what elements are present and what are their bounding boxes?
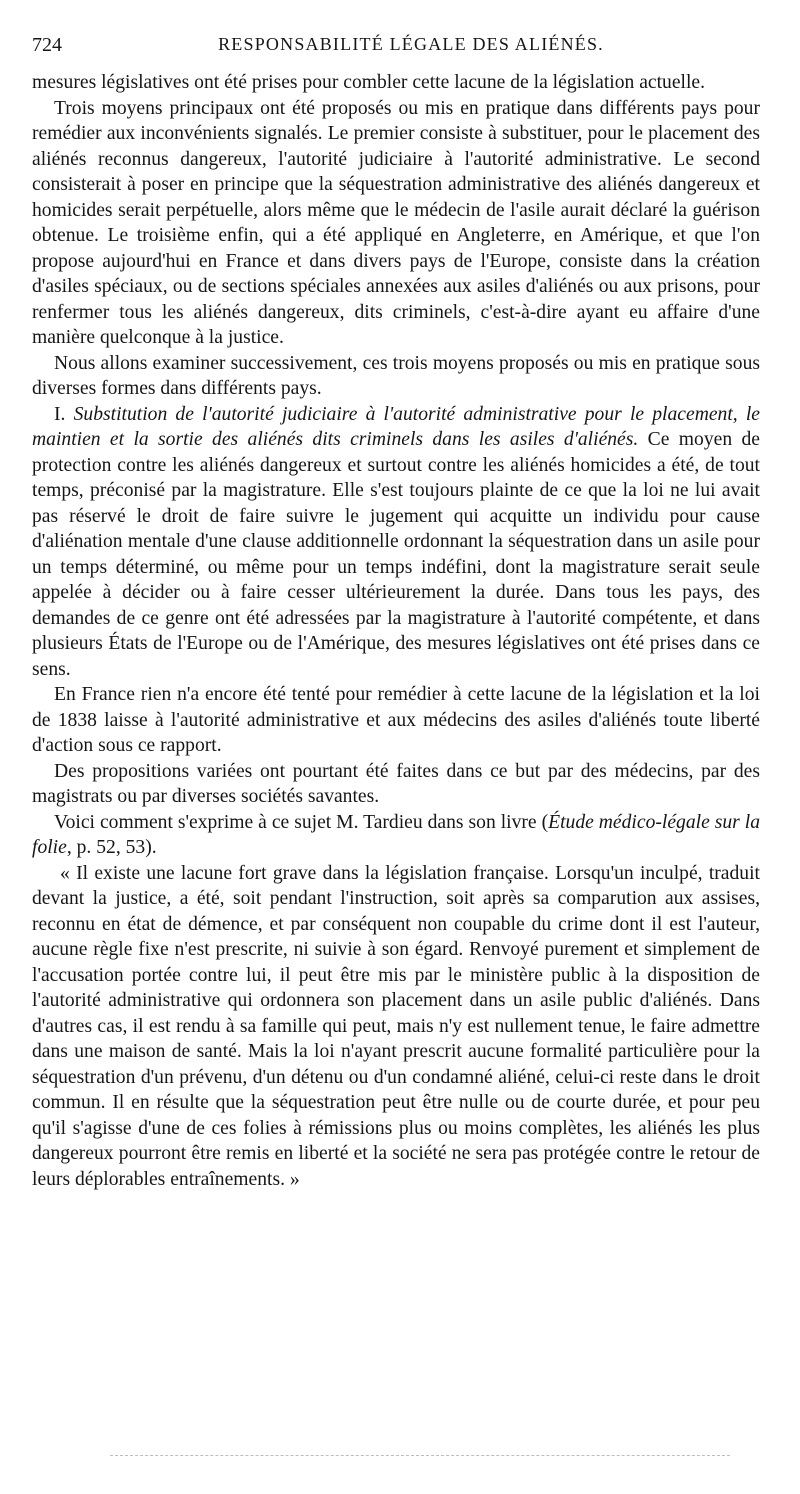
tardieu-intro: Voici comment s'exprime à ce sujet M. Tardieu dans son livre ( — [54, 811, 549, 833]
paragraph-tardieu — [32, 810, 760, 861]
section-number: I. — [54, 403, 66, 425]
page-header — [32, 34, 760, 64]
running-title: RESPONSABILITÉ LÉGALE DES ALIÉNÉS. — [218, 34, 604, 54]
paragraph-examine: Nous allons examiner successivement, ces trois moyens proposés ou mis en pratique sous diverses formes dans différents pays. — [32, 352, 760, 399]
section-one-paragraph — [32, 402, 760, 683]
section-heading: Substitution de l'autorité judiciaire à l'autorité administrative pour le placement, le maintien et la sortie des aliénés dits criminels dans les asiles d'aliénés. — [32, 403, 760, 450]
paragraph-continuation: mesures législatives ont été prises pour combler cette lacune de la législation actuelle. — [32, 72, 706, 93]
paragraph-three-means: Trois moyens principaux ont été proposés ou mis en pratique dans différents pays pour remédier aux inconvénients signalés. Le premier consiste à substituer, pour le placement des aliénés reconnus dangereux, l'autorité judiciaire à l'autorité administrative. Le second consisterait à poser en principe que la séquestration administrative des aliénés dangereux et homicides serait perpétuelle, alors même que le médecin de l'asile aurait déclaré la guérison obtenue. Le troisième enfin, qui a été appliqué en Angleterre, en Amérique, et que l'on propose aujourd'hui en France et dans divers pays de l'Europe, consiste dans la création d'asiles spéciaux, ou de sections spéciales annexées aux asiles d'aliénés ou aux prisons, pour renfermer tous les aliénés dangereux, dits criminels, c'est-à-dire ayant eu affaire d'une manière quelconque à la justice. — [32, 97, 760, 348]
tardieu-reference: , p. 52, 53). — [66, 837, 157, 858]
page-number: 724 — [32, 34, 62, 56]
paragraph-france: En France rien n'a encore été tenté pour remédier à cette lacune de la législation et la loi de 1838 laisse à l'autorité administrative et aux médecins des asiles d'aliénés toute liberté d'action sous ce rapport. — [32, 684, 760, 756]
quotation-paragraph: « Il existe une lacune fort grave dans la législation française. Lorsqu'un inculpé, traduit devant la justice, a été, soit pendant l'instruction, soit après sa comparution aux assises, reconnu en état de démence, et par conséquent non coupable du crime dont il est l'auteur, aucune règle fixe n'est prescrite, ni suivie à son égard. Renvoyé purement et simplement de l'accusation portée contre lui, il peut être mis par le ministère public à la disposition de l'autorité administrative qui ordonnera son placement dans un asile public d'aliénés. Dans d'autres cas, il est rendu à sa famille qui peut, mais n'y est nullement tenue, le faire admettre dans une maison de santé. Mais la loi n'ayant prescrit aucune formalité particulière pour la séquestration d'un prévenu, d'un détenu ou d'un condamné aliéné, celui-ci reste dans le droit commun. Il en résulte que la séquestration peut être nulle ou de courte durée, et pour peu qu'il s'agisse d'une de ces folies à rémissions plus ou moins complètes, les aliénés les plus dangereux pourront être remis en liberté et la société ne sera pas protégée contre le retour de leurs déplorables entraînements. » — [32, 862, 760, 1190]
footer-rule — [110, 1455, 730, 1456]
paragraph-propositions: Des propositions variées ont pourtant été faites dans ce but par des médecins, par des magistrats ou par diverses sociétés savantes. — [32, 760, 760, 807]
book-title: Étude médico-légale sur la folie — [32, 811, 760, 858]
page-body — [32, 70, 760, 1192]
section-one-body: Ce moyen de protection contre les aliénés dangereux et surtout contre les aliénés homicides a été, de tout temps, préconisé par la magistrature. Elle s'est toujours plainte de ce que la loi ne lui avait pas réservé le droit de faire suivre le jugement qui acquitte un individu pour cause d'aliénation mentale d'une clause additionnelle ordonnant la séquestration dans un asile pour un temps déterminé, ou même pour un temps indéfini, dont la magistrature serait seule appelée à décider ou à faire cesser ultérieurement la durée. Dans tous les pays, des demandes de ce genre ont été adressées par la magistrature à l'autorité compétente, et dans plusieurs États de l'Europe ou de l'Amérique, des mesures législatives ont été prises dans ce sens. — [32, 429, 760, 680]
